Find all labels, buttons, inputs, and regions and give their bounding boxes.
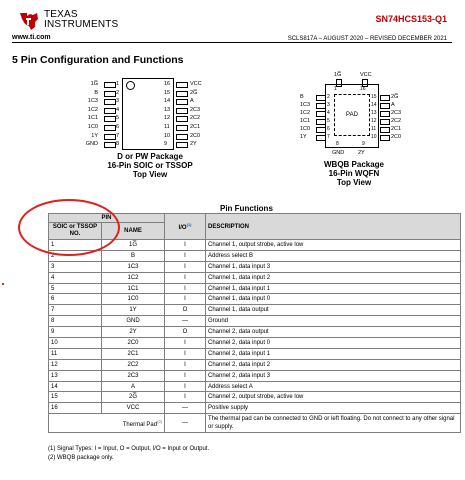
io-cell: I	[165, 294, 206, 305]
io-cell: O	[165, 327, 206, 338]
io-header-label: I/O	[178, 225, 187, 231]
company-url[interactable]: www.ti.com	[12, 34, 51, 41]
bottom-pin-label: GND	[332, 150, 345, 156]
pin-name: 2G̅	[190, 89, 198, 96]
description-cell: Channel 2, data input 2	[206, 359, 461, 370]
table-row	[49, 381, 461, 392]
pin-name-cell: 1C0	[102, 294, 165, 305]
pad-label: PAD	[346, 112, 358, 118]
pin-number: 5	[116, 115, 120, 122]
table-row	[49, 305, 461, 316]
pin-number-cell: 16	[49, 403, 102, 414]
pin-name: 2C1	[190, 124, 201, 130]
pin-box	[104, 99, 116, 105]
bottom-pin-number: 8	[336, 141, 339, 147]
footnote-2: (2) WBQB package only.	[48, 455, 114, 461]
pin-number: 14	[164, 98, 171, 105]
description-cell: Channel 1, data input 3	[206, 261, 461, 272]
pin-name-cell: A	[102, 381, 165, 392]
pin-name-cell: 2C0	[102, 338, 165, 349]
pin-box	[176, 99, 188, 105]
pin-name-cell: 2C2	[102, 359, 165, 370]
io-cell: I	[165, 392, 206, 403]
pin-name: 2C2	[391, 118, 402, 124]
pin-number-cell: 6	[49, 294, 102, 305]
pin-name: 1C2	[87, 106, 98, 113]
io-cell: I	[165, 272, 206, 283]
io-header	[165, 214, 206, 240]
description-cell: Channel 2, data input 1	[206, 348, 461, 359]
pin-name: 2C0	[190, 132, 201, 139]
pin-name: 1C1	[87, 115, 98, 122]
wqfn-caption-line2: 16-Pin WQFN	[328, 169, 380, 178]
pin-name: A	[190, 98, 194, 105]
table-row	[49, 359, 461, 370]
pin-number: 2	[327, 94, 330, 100]
pin-box	[316, 103, 326, 109]
description-cell: Channel 1, data output	[206, 305, 461, 316]
pin-number: 13	[164, 106, 171, 113]
pin-name: 1C3	[300, 102, 311, 108]
soic-caption-line2: 16-Pin SOIC or TSSOP	[107, 161, 193, 170]
pin-number: 12	[164, 115, 171, 122]
pin-name: B	[94, 89, 98, 96]
pin-name-cell: 1C1	[102, 283, 165, 294]
pin-number: 6	[116, 124, 120, 130]
name-header: NAME	[102, 223, 165, 240]
pin-box	[316, 119, 326, 125]
wqfn-caption-line3: Top View	[336, 178, 372, 187]
description-cell: Channel 1, data input 1	[206, 283, 461, 294]
pin-group-header: PIN	[49, 214, 165, 223]
pin-number: 1	[116, 81, 120, 87]
pin-number: 14	[371, 102, 377, 108]
pin-number-cell: 1	[49, 240, 102, 251]
pin-name-cell: 2G̅	[102, 392, 165, 403]
pin-box	[380, 135, 390, 141]
io-cell: O	[165, 305, 206, 316]
bottom-pin-number: 9	[362, 141, 365, 147]
pin-number-cell: 10	[49, 338, 102, 349]
thermal-pad-io: —	[165, 414, 206, 433]
table-row	[49, 316, 461, 327]
pin-functions-table	[48, 213, 461, 433]
pin-name: 2Y	[190, 141, 197, 148]
wqfn-package-diagram	[296, 72, 408, 156]
pin-name: 1Y	[300, 134, 307, 140]
description-cell: Channel 2, data input 0	[206, 338, 461, 349]
description-cell: Address select A	[206, 381, 461, 392]
pin-box	[316, 111, 326, 117]
description-cell: Channel 2, data output	[206, 327, 461, 338]
pin-number: 3	[327, 102, 330, 108]
wqfn-caption	[290, 160, 418, 187]
pin-name: 1C2	[300, 110, 311, 116]
pin-number-cell: 13	[49, 370, 102, 381]
pin-box	[316, 135, 326, 141]
table-row	[49, 403, 461, 414]
pin-number: 4	[116, 106, 120, 113]
table-body	[49, 240, 461, 414]
pin-name: 2C1	[391, 126, 402, 132]
io-cell: I	[165, 250, 206, 261]
pin-number-cell: 3	[49, 261, 102, 272]
wqfn-caption-line1: WBQB Package	[323, 160, 385, 169]
pin-box	[176, 82, 188, 88]
description-cell: Channel 2, data input 3	[206, 370, 461, 381]
pin-number-cell: 5	[49, 283, 102, 294]
pin-name-cell: 1C3	[102, 261, 165, 272]
header-divider	[12, 42, 452, 43]
io-cell: I	[165, 283, 206, 294]
pin-box	[176, 142, 188, 148]
table-row	[49, 283, 461, 294]
pin-number: 10	[164, 132, 171, 139]
description-cell: Channel 1, data input 0	[206, 294, 461, 305]
soic-caption	[70, 152, 230, 179]
pin-box	[176, 125, 188, 131]
pin-name: GND	[85, 141, 98, 148]
table-row	[49, 327, 461, 338]
description-cell: Positive supply	[206, 403, 461, 414]
top-pin-number: 16	[360, 86, 366, 92]
pin-number: 4	[327, 110, 330, 116]
pin-number-cell: 11	[49, 348, 102, 359]
pin-name: 1C0	[87, 124, 98, 130]
pin-name: 2C2	[190, 115, 201, 122]
pin-number: 10	[371, 134, 377, 140]
pin-name-cell: 1C2	[102, 272, 165, 283]
table-row	[49, 348, 461, 359]
description-cell: Ground	[206, 316, 461, 327]
company-name	[44, 10, 118, 30]
pin-number: 13	[371, 110, 377, 116]
pin-number-cell: 9	[49, 327, 102, 338]
soic-caption-line1: D or PW Package	[117, 152, 183, 161]
pin-name: 1Y	[91, 132, 98, 139]
pin-box	[380, 119, 390, 125]
table-row	[49, 294, 461, 305]
table-row	[49, 272, 461, 283]
pin-number: 11	[164, 124, 170, 130]
thermal-pad-text: Thermal Pad	[122, 421, 158, 428]
part-number[interactable]: SN74HCS153-Q1	[375, 14, 447, 24]
io-cell: I	[165, 348, 206, 359]
io-header-note: (1)	[186, 222, 192, 227]
pin-name: A	[391, 102, 395, 108]
annotation-circle	[18, 199, 120, 256]
pin-box	[104, 82, 116, 88]
io-cell: —	[165, 316, 206, 327]
pin-name-cell: 2C1	[102, 348, 165, 359]
pin-number: 3	[116, 98, 120, 105]
pin-number-cell: 15	[49, 392, 102, 403]
pin-name-cell: 2C3	[102, 370, 165, 381]
table-title: Pin Functions	[220, 204, 273, 213]
pin-number: 16	[164, 81, 171, 87]
pin-number: 7	[116, 132, 120, 139]
pin-name-cell: GND	[102, 316, 165, 327]
pin-name: 1G̅	[90, 81, 98, 87]
io-cell: I	[165, 370, 206, 381]
pin-number: 5	[327, 118, 330, 124]
io-cell: I	[165, 240, 206, 251]
description-header: DESCRIPTION	[206, 214, 461, 240]
pin-number: 7	[327, 134, 330, 140]
package-no-header: SOIC or TSSOP NO.	[49, 223, 102, 240]
top-pin-number: 1	[334, 86, 337, 92]
pin-number-cell: 12	[49, 359, 102, 370]
table-row	[49, 370, 461, 381]
pin-box	[176, 108, 188, 114]
pin-name: 2G̅	[391, 94, 399, 100]
pin-name: 1C1	[300, 118, 311, 124]
pin-name: 1C0	[300, 126, 311, 132]
io-cell: I	[165, 381, 206, 392]
description-cell: Address select B	[206, 250, 461, 261]
pin-number-cell: 8	[49, 316, 102, 327]
top-pin-label: VCC	[360, 72, 372, 78]
pin-box	[380, 103, 390, 109]
pin-number: 6	[327, 126, 330, 132]
table-row	[49, 250, 461, 261]
pin-number-cell: 2	[49, 250, 102, 261]
pin-box	[104, 108, 116, 114]
pin-name-cell: 1G̅	[102, 240, 165, 251]
pin-box	[104, 116, 116, 122]
pin-number: 12	[371, 118, 377, 124]
pin-number: 9	[164, 141, 168, 148]
pin-box	[104, 134, 116, 140]
company-line1: TEXAS	[44, 9, 78, 20]
pin-box	[380, 111, 390, 117]
pin-number-cell: 4	[49, 272, 102, 283]
pin-box	[316, 95, 326, 101]
soic-package-diagram	[84, 78, 216, 150]
company-line2: INSTRUMENTS	[44, 19, 119, 30]
table-row	[49, 392, 461, 403]
thermal-pad-note: (2)	[157, 418, 162, 424]
io-cell: I	[165, 359, 206, 370]
section-title: 5 Pin Configuration and Functions	[12, 54, 184, 66]
soic-caption-line3: Top View	[132, 170, 168, 179]
io-cell: I	[165, 261, 206, 272]
pin-name: B	[300, 94, 304, 100]
pin-name: 2C3	[190, 106, 201, 113]
wqfn-pins	[296, 72, 408, 156]
pin-name-cell: 2Y	[102, 327, 165, 338]
bottom-pin-label: 2Y	[358, 150, 365, 156]
pin-name-cell: 1Y	[102, 305, 165, 316]
pin-number: 2	[116, 89, 120, 96]
pin-name-cell: VCC	[102, 403, 165, 414]
thermal-pad-desc: The thermal pad can be connected to GND or left floating. Do not connect to any other signal or supply.	[206, 414, 461, 433]
annotation-dot	[2, 283, 4, 285]
pin-name: VCC	[190, 81, 202, 87]
pin-box	[104, 142, 116, 148]
table-row	[49, 338, 461, 349]
pin-number-cell: 14	[49, 381, 102, 392]
io-cell: —	[165, 403, 206, 414]
thermal-pad-row	[49, 414, 461, 433]
pin-box	[104, 91, 116, 97]
description-cell: Channel 2, output strobe, active low	[206, 392, 461, 403]
pin-name: 2C3	[391, 110, 402, 116]
top-pin-label: 1G̅	[334, 72, 342, 78]
pin-number: 15	[164, 89, 171, 96]
description-cell: Channel 1, data input 2	[206, 272, 461, 283]
left-pin-column	[84, 78, 216, 150]
pin-name: 1C3	[87, 98, 98, 105]
pin-box	[176, 91, 188, 97]
pin-number: 8	[116, 141, 120, 148]
table-row	[49, 261, 461, 272]
pin-name: 2C0	[391, 134, 402, 140]
pin-box	[380, 95, 390, 101]
footnote-1: (1) Signal Types: I = Input, O = Output, I/O = Input or Output.	[48, 446, 210, 452]
pin-name-cell: B	[102, 250, 165, 261]
pin-box	[104, 125, 116, 131]
thermal-pad-label	[49, 414, 165, 433]
document-id: SCLS817A – AUGUST 2020 – REVISED DECEMBER 2021	[287, 36, 447, 42]
ti-logo-icon	[18, 10, 40, 32]
pin-box	[380, 127, 390, 133]
io-cell: I	[165, 338, 206, 349]
pin-number-cell: 7	[49, 305, 102, 316]
pin-box	[316, 127, 326, 133]
pin-number: 11	[371, 126, 377, 132]
pin-box	[176, 134, 188, 140]
description-cell: Channel 1, output strobe, active low	[206, 240, 461, 251]
pin-box	[176, 116, 188, 122]
pin-number: 15	[371, 94, 377, 100]
